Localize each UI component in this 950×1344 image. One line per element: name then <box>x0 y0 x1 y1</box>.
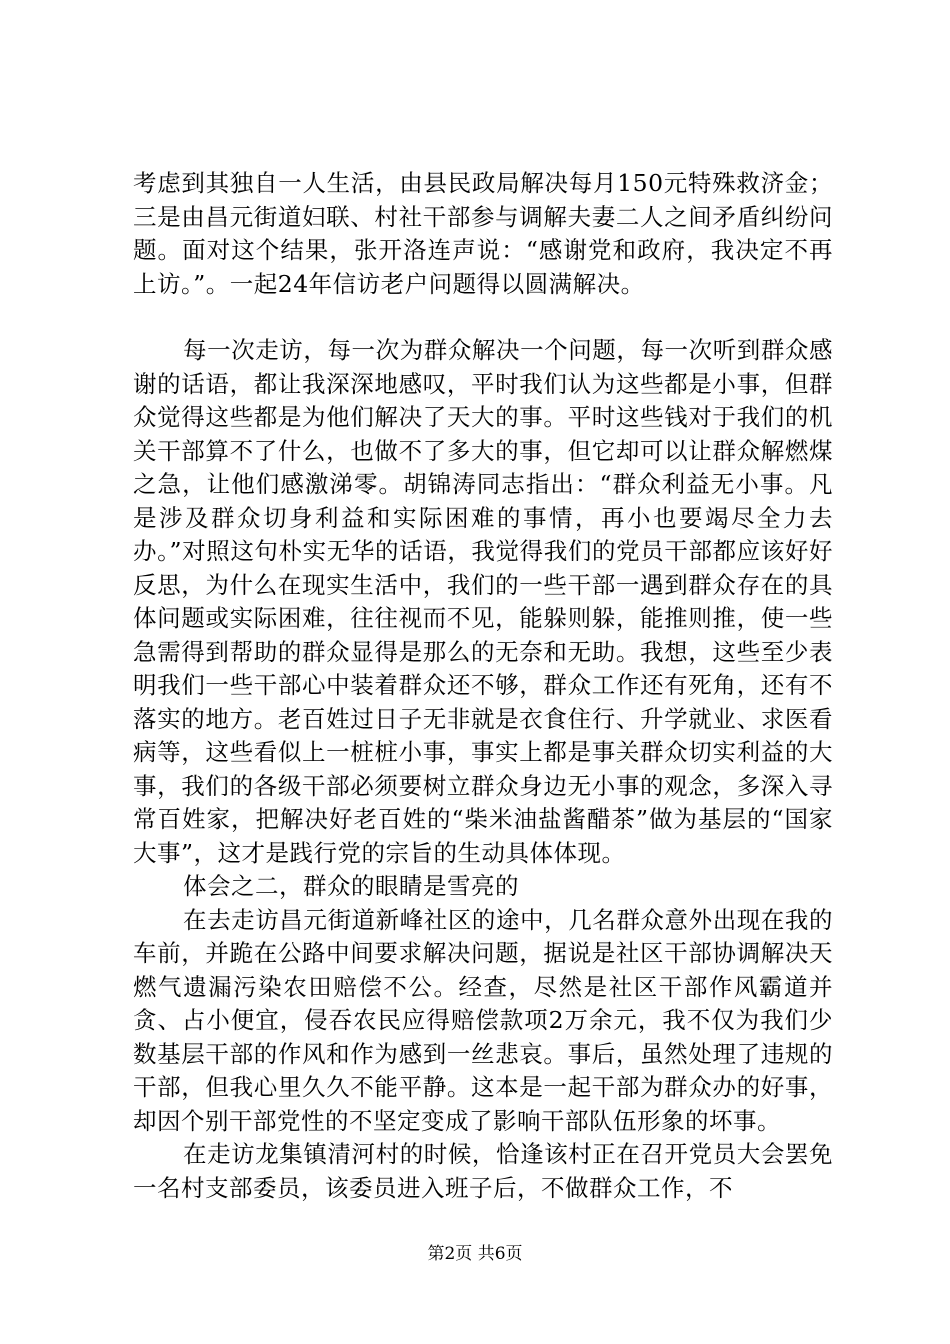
section-heading-insight-two: 体会之二，群众的眼睛是雪亮的 <box>183 872 519 900</box>
paragraph-reflection: 每一次走访，每一次为群众解决一个问题，每一次听到群众感谢的话语，都让我深深地感叹，平时我们认为这些都是小事，但群众觉得这些都是为他们解决了天大的事。平时这些钱对于我们的机关干部算不了什么，也做不了多大的事，但它却可以让群众解燃煤之急，让他们感激涕零。胡锦涛同志指出：“群众利益无小事。凡是涉及群众切身利益和实际困难的事情，再小也要竭尽全力去办。”对照这句朴实无华的话语，我觉得我们的党员干部都应该好好反思，为什么在现实生活中，我们的一些干部一遇到群众存在的具体问题或实际困难，往往视而不见，能躲则躲，能推则推，使一些急需得到帮助的群众显得是那么的无奈和无助。我想，这些至少表明我们一些干部心中装着群众还不够，群众工作还有死角，还有不落实的地方。老百姓过日子无非就是衣食住行、升学就业、求医看病等，这些看似上一桩桩小事，事实上都是事关群众切实利益的大事，我们的各级干部必须要树立群众身边无小事的观念，多深入寻常百姓家，把解决好老百姓的“柴米油盐酱醋茶”做为基层的“国家大事”，这才是践行党的宗旨的生动具体体现。 <box>133 336 833 867</box>
paragraph-xinfeng-visit: 在去走访昌元街道新峰社区的途中，几名群众意外出现在我的车前，并跪在公路中间要求解决问题，据说是社区干部协调解决天燃气遗漏污染农田赔偿不公。经查，尽然是社区干部作风霸道并贪、占小便宜，侵吞农民应得赔偿款项2万余元，我不仅为我们少数基层干部的作风和作为感到一丝悲哀。事后，虽然处理了违规的干部，但我心里久久不能平静。这本是一起干部为群众办的好事，却因个别干部党性的不坚定变成了影响干部队伍形象的坏事。 <box>133 905 833 1135</box>
page-footer <box>0 1243 950 1265</box>
document-body <box>133 167 833 1205</box>
paragraph-qinghe-visit: 在走访龙集镇清河村的时候，恰逢该村正在召开党员大会罢免一名村支部委员，该委员进入班子后，不做群众工作，不 <box>133 1140 833 1202</box>
page-number-label: 第2页 共6页 <box>427 1244 523 1264</box>
paragraph-continuation: 考虑到其独自一人生活，由县民政局解决每月150元特殊救济金；三是由昌元街道妇联、村社干部参与调解夫妻二人之间矛盾纠纷问题。面对这个结果，张开洛连声说：“感谢党和政府，我决定不再上访。”。一起24年信访老户问题得以圆满解决。 <box>133 169 833 298</box>
